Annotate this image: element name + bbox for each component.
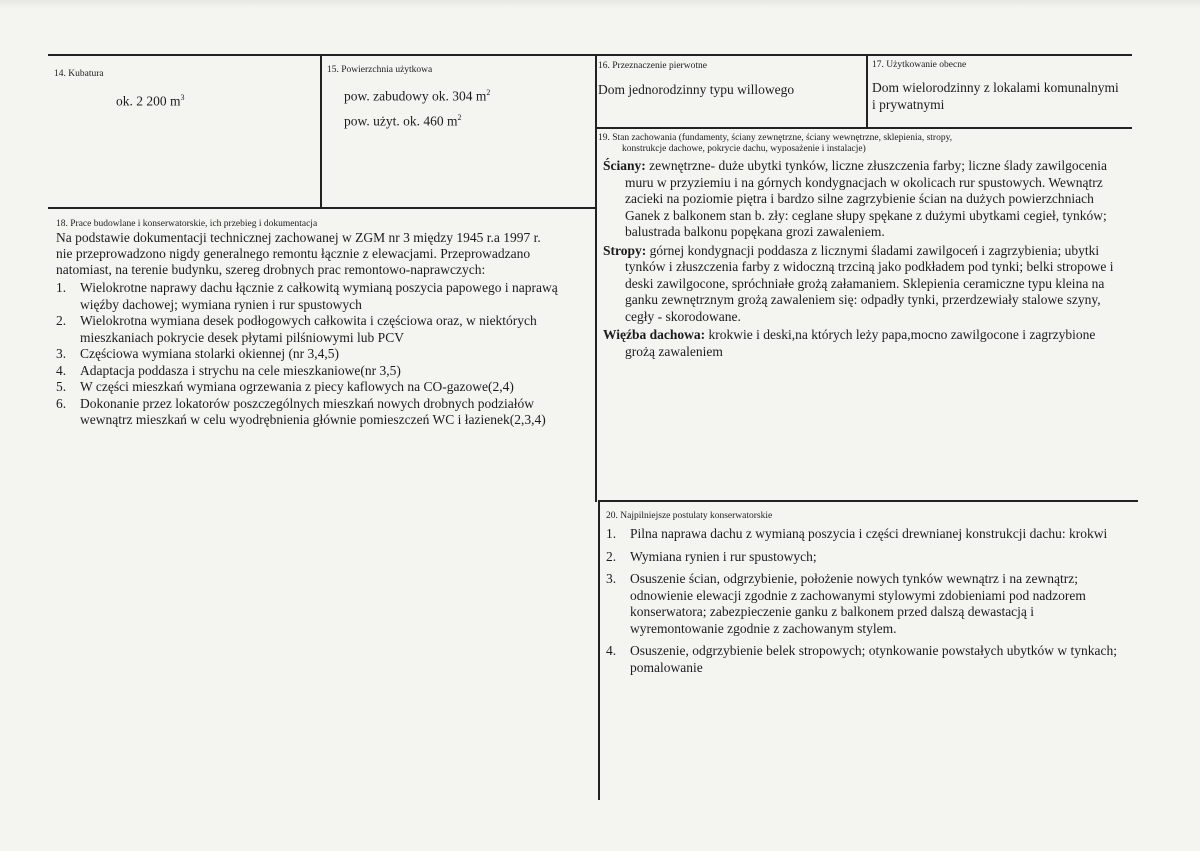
field18-intro-1: Na podstawie dokumentacji technicznej zachowanej w ZGM nr 3 między 1945 r.a 1997 r.	[56, 230, 541, 245]
list-item-line: W części mieszkań wymiana ogrzewania z piecy kaflowych na CO-gazowe(2,4)	[80, 379, 514, 394]
field15-line2-sup: 2	[457, 113, 462, 122]
rule-top	[48, 54, 1132, 56]
field14-label: 14. Kubatura	[54, 69, 104, 79]
rule-v-center	[595, 54, 597, 502]
field14-sup: 3	[180, 93, 185, 102]
field18-label: 18. Prace budowlane i konserwatorskie, ich przebieg i dokumentacja	[56, 219, 318, 229]
field15-line1-text: pow. zabudowy ok. 304 m	[344, 88, 487, 104]
field19-sciany-line: zewnętrzne- duże ubytki tynków, liczne złuszczenia farby; liczne ślady zawilgocenia	[645, 158, 1108, 173]
list-item-line: konserwatora; zabezpieczenie ganku z balkonem przed dalszą dewastacją i	[630, 604, 1035, 619]
field20-list	[606, 526, 1117, 676]
list-item	[56, 313, 558, 346]
list-item-line: Adaptacja poddasza i strychu na cele mieszkaniowe(nr 3,5)	[80, 362, 401, 378]
list-item-line: odnowienie elewacji zgodnie z zachowanymi stylowymi zdobieniami pod nadzorem	[630, 587, 1086, 603]
field19-stropy-line: ganku zewnętrznym grożą zawaleniem się: odpadły tynki, przerdzewiały stalowe szyny,	[625, 292, 1101, 307]
field15-line1-sup: 2	[486, 88, 491, 97]
list-item	[56, 280, 558, 313]
field16-value: Dom jednorodzinny typu willowego	[598, 82, 795, 97]
scan-top-edge	[0, 0, 1200, 8]
list-item-line: Częściowa wymiana stolarki okiennej (nr 3,4,5)	[80, 346, 340, 361]
field19-stropy-first	[603, 243, 1099, 258]
field19-sciany-first	[603, 158, 1107, 173]
field17-label: 17. Użytkowanie obecne	[872, 60, 967, 70]
field15-label: 15. Powierzchnia użytkowa	[327, 65, 433, 75]
field19-label-2: konstrukcje dachowe, pokrycie dachu, wyposażenie i instalacje)	[622, 144, 866, 154]
list-item-number: 5.	[56, 379, 67, 394]
list-item-line: wewnątrz mieszkań w celu wyodrębnienia głównie pomieszczeń WC i łazienek(2,3,4)	[80, 412, 546, 427]
list-item	[606, 643, 1117, 676]
list-item-number: 3.	[606, 571, 617, 586]
list-item-number: 1.	[606, 526, 617, 541]
list-item	[606, 549, 1117, 566]
field19-stropy-line: deski zawilgocone, spróchniałe grożą załamaniem. Sklepienia ceramiczne typu kleina na	[625, 275, 1105, 291]
field18-intro-2: nie przeprowadzono nigdy generalnego remontu łącznie z elewacjami. Przeprowadzano	[56, 246, 531, 261]
field19-stropy-head: Stropy:	[603, 242, 647, 258]
field19-sciany-line: balustrada balkonu popękana grozi zawaleniem.	[625, 224, 885, 239]
field19-stropy-line: cegły - skorodowane.	[625, 308, 741, 324]
field19-stropy	[603, 243, 1133, 326]
list-item	[606, 526, 1117, 543]
rule-row1-left	[48, 207, 596, 209]
field19-sciany-line: muru w przyziemiu i na górnych kondygnacjach w okolicach rur spustowych. Wewnątrz	[625, 174, 1103, 190]
field15-line1	[344, 85, 490, 105]
list-item-number: 3.	[56, 346, 67, 361]
field19-wiezba-head: Więźba dachowa:	[603, 327, 706, 342]
field17-line1: Dom wielorodzinny z lokalami komunalnymi	[872, 80, 1119, 95]
field20-label: 20. Najpilniejsze postulaty konserwatorskie	[606, 511, 773, 521]
field19-sciany-line: zacieki na poziomie piętra i bardzo silne zagrzybienie ścian na dużych powierzchniach	[625, 191, 1094, 206]
field16-label: 16. Przeznaczenie pierwotne	[598, 61, 707, 71]
field19-wiezba-first	[603, 327, 1095, 342]
field19-sciany-line: Ganek z balkonem stan b. zły: ceglane słupy spękane z dużymi ubytkami cegieł, tynków;	[625, 207, 1107, 223]
field14-value	[116, 90, 185, 110]
list-item-line: Wielokrotna wymiana desek podłogowych całkowita i częściowa oraz, w niektórych	[80, 313, 537, 328]
list-item-line: Osuszenie ścian, odgrzybienie, położenie nowych tynków wewnątrz i na zewnątrz;	[630, 571, 1078, 586]
list-item	[56, 379, 558, 396]
field19-sciany	[603, 158, 1133, 241]
field14-value-text: ok. 2 200 m	[116, 93, 181, 109]
list-item-number: 2.	[606, 548, 617, 564]
field19-wiezba	[603, 327, 1133, 360]
list-item	[56, 396, 558, 429]
rule-sec20-top	[598, 500, 1138, 502]
list-item-number: 6.	[56, 395, 67, 411]
list-item-number: 4.	[56, 362, 67, 378]
list-item-line: Wymiana rynien i rur spustowych;	[630, 548, 817, 564]
rule-v-15	[320, 54, 322, 208]
field19-label-1: 19. Stan zachowania (fundamenty, ściany zewnętrzne, ściany wewnętrzne, sklepienia, stropy,	[598, 133, 953, 143]
rule-v-center-low	[598, 500, 600, 800]
field19-stropy-line: tynków i złuszczenia farby z widoczną trzciną jako podkładem pod tynki; belki stropowe i	[625, 259, 1114, 274]
field15-line2	[344, 110, 462, 130]
list-item	[56, 346, 558, 363]
list-item-line: Dokonanie przez lokatorów poszczególnych mieszkań nowych drobnych podziałów	[80, 395, 534, 411]
field19-sciany-head: Ściany:	[603, 158, 646, 173]
list-item-line: mieszkaniach pokrycie desek płytami pilśniowymi lub PCV	[80, 329, 404, 345]
field17-line2: i prywatnymi	[872, 97, 945, 112]
list-item-line: Osuszenie, odgrzybienie belek stropowych; otynkowanie powstałych ubytków w tynkach;	[630, 643, 1118, 658]
list-item-line: Wielokrotne naprawy dachu łącznie z całkowitą wymianą poszycia papowego i naprawą	[80, 280, 558, 295]
list-item-line: Pilna naprawa dachu z wymianą poszycia i części drewnianej konstrukcji dachu: krokwi	[630, 526, 1108, 541]
rule-row1-right	[596, 127, 1132, 129]
list-item-number: 1.	[56, 280, 67, 295]
field19-body	[603, 158, 1133, 362]
field19-wiezba-line: grożą zawaleniem	[625, 343, 723, 359]
field19-stropy-line: górnej kondygnacji poddasza z licznymi śladami zawilgoceń i zagrzybienia; ubytki	[646, 242, 1100, 258]
list-item-number: 4.	[606, 643, 617, 658]
list-item	[606, 571, 1117, 637]
list-item-number: 2.	[56, 313, 67, 328]
field19-wiezba-line: krokwie i deski,na których leży papa,mocno zawilgocone i zagrzybione	[705, 327, 1096, 342]
field18-intro-3: natomiast, na terenie budynku, szereg drobnych prac remontowo-naprawczych:	[56, 262, 486, 277]
field15-line2-text: pow. użyt. ok. 460 m	[344, 113, 458, 129]
list-item	[56, 363, 558, 380]
list-item-line: pomalowanie	[630, 659, 703, 675]
rule-v-17	[866, 54, 868, 128]
list-item-line: wyremontowanie zgodnie z zachowanym stylem.	[630, 620, 897, 636]
field18-list	[56, 280, 558, 429]
list-item-line: więźby dachowej; wymiana rynien i rur spustowych	[80, 296, 362, 312]
